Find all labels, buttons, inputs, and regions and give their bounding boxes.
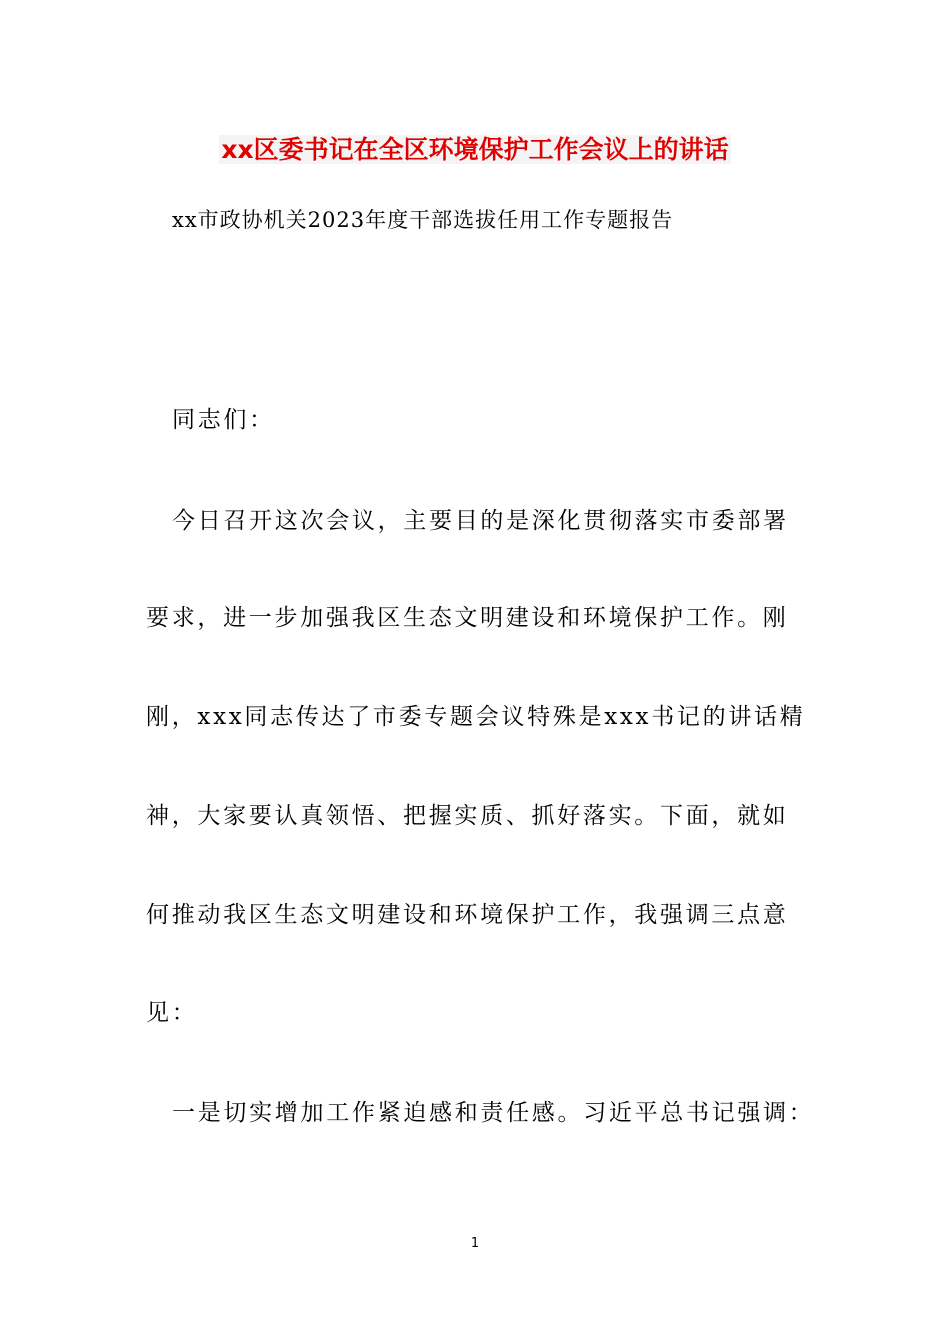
body-line: 何推动我区生态文明建设和环境保护工作，我强调三点意 [146, 902, 789, 928]
body-line: 要求，进一步加强我区生态文明建设和环境保护工作。刚 [146, 605, 789, 631]
document-subtitle: xx市政协机关2023年度干部选拔任用工作专题报告 [172, 208, 674, 232]
body-line: 一是切实增加工作紧迫感和责任感。习近平总书记强调： [172, 1100, 815, 1126]
salutation: 同志们： [172, 407, 275, 433]
body-line: 今日召开这次会议，主要目的是深化贯彻落实市委部署 [172, 508, 789, 534]
document-title-text: xx区委书记在全区环境保护工作会议上的讲话 [221, 135, 729, 164]
page-number: 1 [470, 1236, 480, 1251]
body-line: 刚，xxx同志传达了市委专题会议特殊是xxx书记的讲话精 [146, 704, 806, 730]
body-line: 神，大家要认真领悟、把握实质、抓好落实。下面，就如 [146, 803, 789, 829]
document-title [0, 130, 950, 170]
body-line: 见： [146, 1000, 198, 1026]
